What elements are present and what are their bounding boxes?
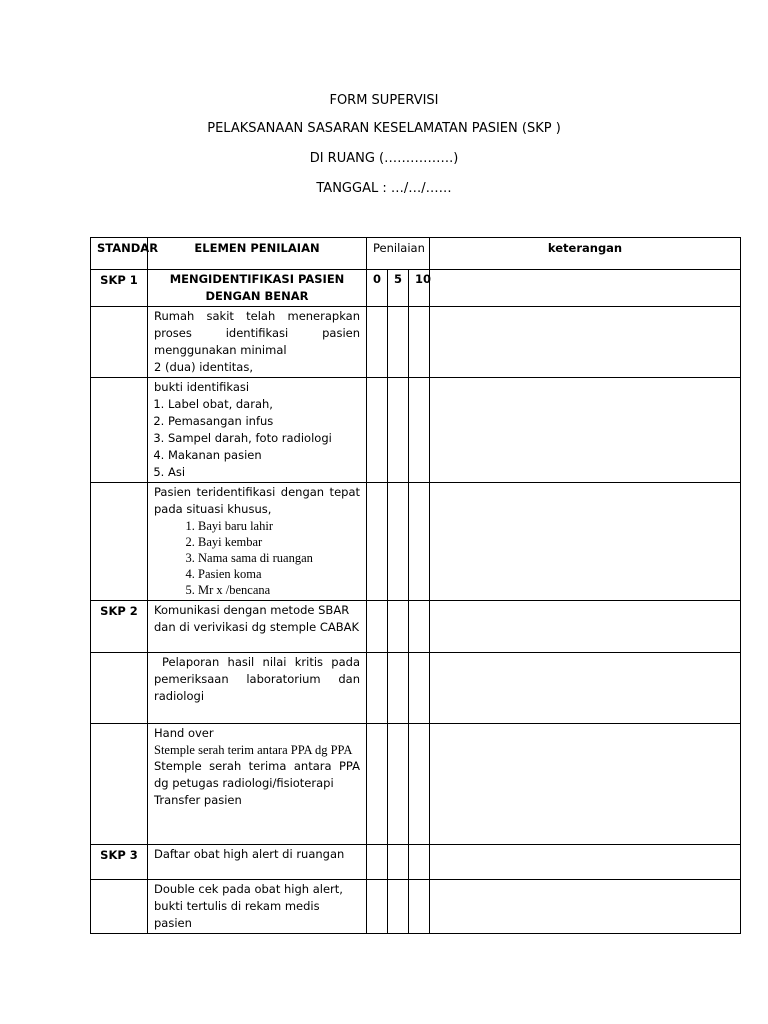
element-cell xyxy=(148,724,367,845)
table-row xyxy=(91,724,741,845)
keterangan-cell[interactable] xyxy=(430,601,741,653)
score-cell[interactable] xyxy=(367,307,388,378)
supervisi-table xyxy=(90,237,741,934)
element-text: Stemple serah terim antara PPA dg PPA xyxy=(154,743,353,757)
situasi-list xyxy=(154,518,360,598)
skp1-title: MENGIDENTIFIKASI PASIEN DENGAN BENAR xyxy=(148,270,367,307)
element-cell xyxy=(148,378,367,483)
standar-cell xyxy=(91,483,148,601)
score-cell[interactable] xyxy=(367,483,388,601)
element-heading: Pasien teridentifikasi dengan tepat pada situasi khusus, xyxy=(154,485,360,516)
element-text: Stemple serah terima antara PPA dg petugas radiologi/fisioterapi xyxy=(154,759,360,790)
header-standar: STANDAR xyxy=(91,238,148,270)
keterangan-cell[interactable] xyxy=(430,483,741,601)
standar-cell xyxy=(91,653,148,724)
list-item: 5. Mr x /bencana xyxy=(198,582,360,598)
header-keterangan: keterangan xyxy=(430,238,741,270)
keterangan-cell[interactable] xyxy=(430,653,741,724)
list-item: 2. Pemasangan infus xyxy=(168,413,360,430)
keterangan-cell[interactable] xyxy=(430,724,741,845)
keterangan-cell[interactable] xyxy=(430,880,741,934)
score-cell[interactable] xyxy=(388,307,409,378)
element-cell xyxy=(148,307,367,378)
element-text: Hand over xyxy=(154,726,214,740)
score-cell[interactable] xyxy=(409,880,430,934)
score-cell[interactable] xyxy=(409,845,430,880)
standar-cell xyxy=(91,378,148,483)
list-item: 5. Asi xyxy=(168,464,360,481)
score-cell[interactable] xyxy=(388,378,409,483)
bukti-list xyxy=(154,396,360,481)
tanggal-line: TANGGAL : …/…/…… xyxy=(316,181,452,196)
table-row xyxy=(91,653,741,724)
score-5: 5 xyxy=(388,270,409,307)
score-cell[interactable] xyxy=(388,483,409,601)
score-10: 10 xyxy=(409,270,430,307)
table-row xyxy=(91,845,741,880)
element-cell: Daftar obat high alert di ruangan xyxy=(148,845,367,880)
score-cell[interactable] xyxy=(388,653,409,724)
score-cell[interactable] xyxy=(409,724,430,845)
score-cell[interactable] xyxy=(388,601,409,653)
skp1-label: SKP 1 xyxy=(91,270,148,307)
score-cell[interactable] xyxy=(367,880,388,934)
keterangan-cell[interactable] xyxy=(430,845,741,880)
element-text: 2 (dua) identitas, xyxy=(154,360,254,374)
keterangan-cell[interactable] xyxy=(430,307,741,378)
element-text: Rumah sakit telah menerapkan proses identifikasi pasien menggunakan minimal xyxy=(154,309,360,357)
score-cell[interactable] xyxy=(409,653,430,724)
skp2-label: SKP 2 xyxy=(91,601,148,653)
table-header-row xyxy=(91,238,741,270)
score-cell[interactable] xyxy=(388,724,409,845)
element-cell: Double cek pada obat high alert, bukti tertulis di rekam medis pasien xyxy=(148,880,367,934)
standar-cell xyxy=(91,724,148,845)
score-cell[interactable] xyxy=(367,653,388,724)
score-cell[interactable] xyxy=(367,378,388,483)
score-cell[interactable] xyxy=(409,601,430,653)
keterangan-cell[interactable] xyxy=(430,270,741,307)
list-item: 3. Sampel darah, foto radiologi xyxy=(168,430,360,447)
header-penilaian: Penilaian xyxy=(367,238,430,270)
score-cell[interactable] xyxy=(388,880,409,934)
table-row xyxy=(91,307,741,378)
list-item: 1. Label obat, darah, xyxy=(168,396,360,413)
table-row xyxy=(91,880,741,934)
score-cell[interactable] xyxy=(388,845,409,880)
table-row xyxy=(91,601,741,653)
score-cell[interactable] xyxy=(367,601,388,653)
list-item: 2. Bayi kembar xyxy=(198,534,360,550)
score-0: 0 xyxy=(367,270,388,307)
standar-cell xyxy=(91,880,148,934)
standar-cell xyxy=(91,307,148,378)
score-cell[interactable] xyxy=(367,724,388,845)
table-row xyxy=(91,270,741,307)
skp3-label: SKP 3 xyxy=(91,845,148,880)
element-cell: Komunikasi dengan metode SBAR dan di verivikasi dg stemple CABAK xyxy=(148,601,367,653)
table-row xyxy=(91,378,741,483)
keterangan-cell[interactable] xyxy=(430,378,741,483)
element-text: Transfer pasien xyxy=(154,793,242,807)
list-item: 3. Nama sama di ruangan xyxy=(198,550,360,566)
score-cell[interactable] xyxy=(409,307,430,378)
element-cell: Pelaporan hasil nilai kritis pada pemeriksaan laboratorium dan radiologi xyxy=(148,653,367,724)
score-cell[interactable] xyxy=(409,483,430,601)
form-subtitle: PELAKSANAAN SASARAN KESELAMATAN PASIEN (SKP ) xyxy=(207,121,561,136)
list-item: 1. Bayi baru lahir xyxy=(198,518,360,534)
list-item: 4. Makanan pasien xyxy=(168,447,360,464)
form-title: FORM SUPERVISI xyxy=(329,93,439,108)
element-cell xyxy=(148,483,367,601)
score-cell[interactable] xyxy=(409,378,430,483)
element-heading: bukti identifikasi xyxy=(154,380,250,394)
table-row xyxy=(91,483,741,601)
ruang-line: DI RUANG (…………….) xyxy=(309,151,459,166)
list-item: 4. Pasien koma xyxy=(198,566,360,582)
header-elemen: ELEMEN PENILAIAN xyxy=(148,238,367,270)
score-cell[interactable] xyxy=(367,845,388,880)
